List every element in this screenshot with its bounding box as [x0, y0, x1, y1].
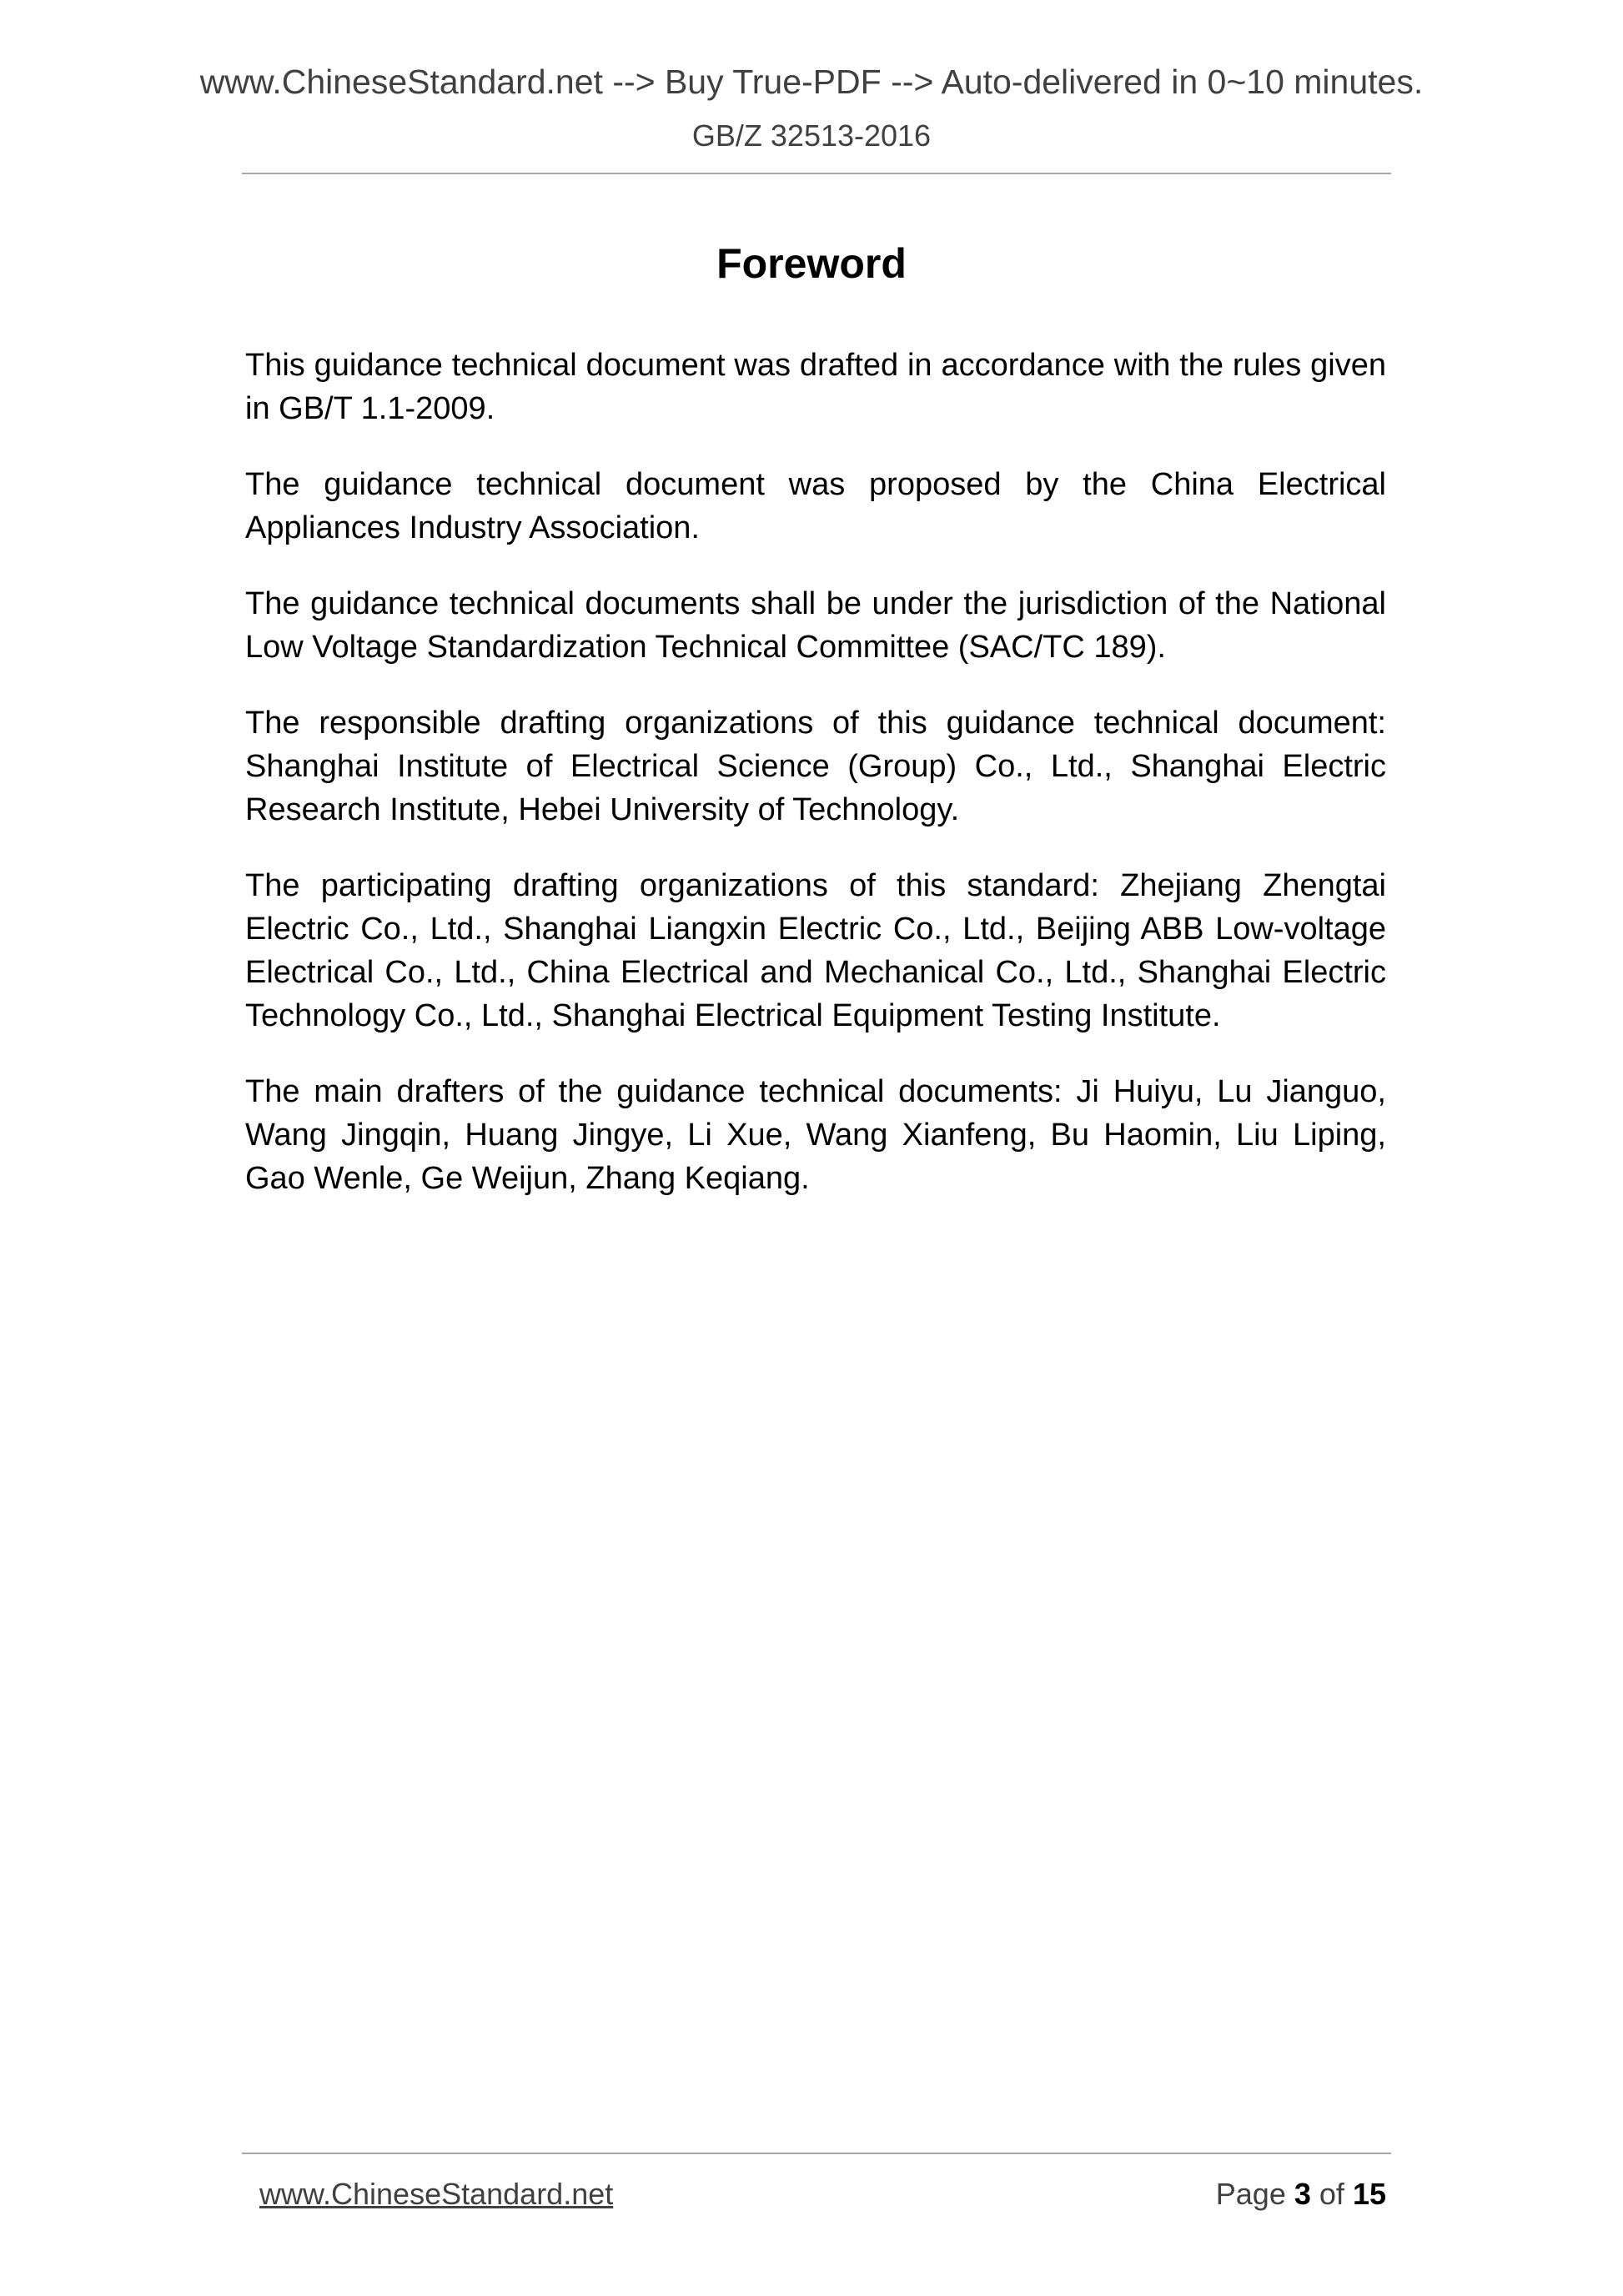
top-banner[interactable]: www.ChineseStandard.net --> Buy True-PDF --> Auto-delivered in 0~10 minutes.: [199, 63, 1424, 101]
foreword-body: [245, 344, 1386, 1233]
paragraph-proposer: The guidance technical document was proposed by the China Electrical Appliances Industry Association.: [245, 467, 1386, 545]
page-of-label: of: [1319, 2177, 1344, 2211]
page-current: 3: [1294, 2177, 1311, 2211]
document-code: GB/Z 32513-2016: [691, 118, 932, 153]
header-divider: [242, 173, 1391, 174]
paragraph-jurisdiction: The guidance technical documents shall be under the jurisdiction of the National Low Voltage Standardization Technical Committee (SAC/TC 189).: [245, 586, 1386, 665]
paragraph-drafting-rules: This guidance technical document was drafted in accordance with the rules given in GB/T 1.1-2009.: [245, 348, 1386, 426]
footer-divider: [242, 2153, 1391, 2154]
paragraph-main-drafters: The main drafters of the guidance technical documents: Ji Huiyu, Lu Jianguo, Wang Jingqin, Huang Jingye, Li Xue, Wang Xianfeng, Bu Haomin, Liu Liping, Gao Wenle, Ge Weijun, Zhang Keqiang.: [245, 1074, 1386, 1196]
footer-website-link[interactable]: www.ChineseStandard.net: [259, 2177, 614, 2211]
page-number: [1216, 2179, 1386, 2209]
paragraph-participating-organizations: The participating drafting organizations of this standard: Zhejiang Zhengtai Electric Co., Ltd., Shanghai Liangxin Electric Co., Ltd., Beijing ABB Low-voltage Electrical Co., Ltd., China Electrical and Mechanical Co., Ltd., Shanghai Electric Technology Co., Ltd., Shanghai Electrical Equipment Testing Institute.: [245, 868, 1386, 1033]
page-total: 15: [1352, 2177, 1386, 2211]
paragraph-responsible-organizations: The responsible drafting organizations of this guidance technical document: Shanghai Institute of Electrical Science (Group) Co., Ltd., Shanghai Electric Research Institute, Hebei University of Technology.: [245, 706, 1386, 827]
page-label: Page: [1215, 2177, 1286, 2211]
page-title: Foreword: [716, 240, 907, 287]
